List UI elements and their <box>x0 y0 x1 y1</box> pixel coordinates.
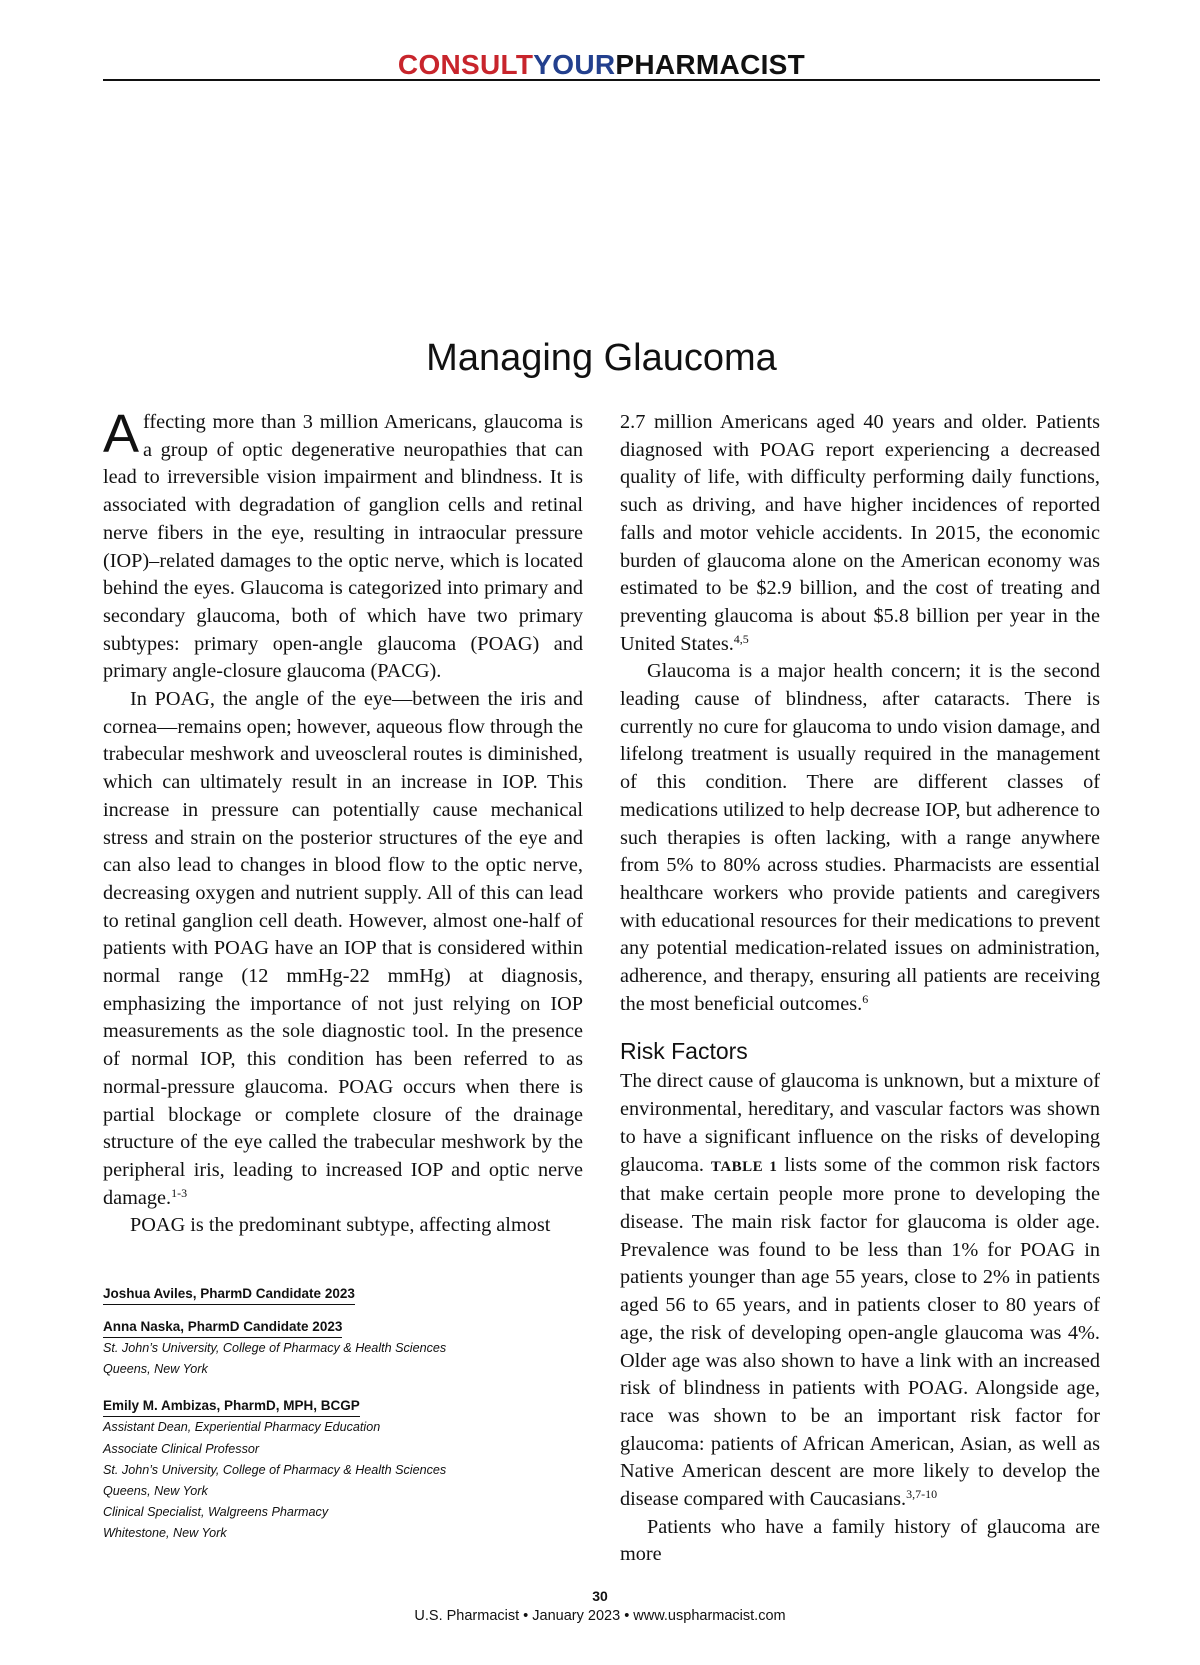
author-affiliation: Queens, New York <box>103 1484 208 1499</box>
page-number: 30 <box>592 1588 608 1604</box>
right-column <box>620 409 1100 1569</box>
author-name: Joshua Aviles, PharmD Candidate 2023 <box>103 1285 355 1305</box>
publication-footer: U.S. Pharmacist • January 2023 • www.uspharmacist.com <box>414 1608 786 1624</box>
paragraph-subtype <box>103 1212 583 1240</box>
header-consult: CONSULT <box>397 49 534 80</box>
author-block <box>103 1318 583 1380</box>
paragraph-poag <box>103 686 583 1212</box>
author-affiliation: Whitestone, New York <box>103 1526 227 1541</box>
header-your: YOUR <box>533 49 616 80</box>
paragraph-health-concern-text: Glaucoma is a major health concern; it is the second leading cause of blindness, after cataracts. There is currently no cure for glaucoma to undo vision damage, and lifelong treatment is usually required in the management of this condition. There are different classes of medications utilized to help decrease IOP, but adherence to such therapies is often lacking, with a range anywhere from 5% to 80% across studies. Pharmacists are essential healthcare workers who provide patients and caregivers with educational resources for their medications to prevent any potential medication-related issues on administration, adherence, and therapy, ensuring all patients are receiving the most beneficial outcomes. <box>620 660 1100 1015</box>
paragraph-risk-text-a: The direct cause of glaucoma is unknown, but a mixture of environmental, hereditary, and vascular factors was shown to have a significant influence on the risks of developing glaucoma. <box>620 1070 1100 1176</box>
author-block <box>103 1285 583 1305</box>
paragraph-intro <box>103 404 583 686</box>
author-name: Emily M. Ambizas, PharmD, MPH, BCGP <box>103 1397 360 1417</box>
paragraph-intro-text: ffecting more than 3 million Americans, glaucoma is a group of optic degenerative neuropathies that can lead to irreversible vision impairment and blindness. It is associated with degradation of ganglion cells and retinal nerve fibers in the eye, resulting in intraocular pressure (IOP)–related damages to the optic nerve, which is located behind the eyes. Glaucoma is categorized into primary and secondary glaucoma, both of which have two primary subtypes: primary open-angle glaucoma (POAG) and primary angle-closure glaucoma (PACG). <box>103 411 583 683</box>
paragraph-poag-text: In POAG, the angle of the eye—between the iris and cornea—remains open; however, aqueous flow through the trabecular meshwork and uveoscleral routes is diminished, which can ultimately result in an increase in IOP. This increase in pressure can potentially cause mechanical stress and strain on the posterior structures of the eye and can also lead to changes in blood flow to the optic nerve, decreasing oxygen and nutrient supply. All of this can lead to retinal ganglion cell death. However, almost one-half of patients with POAG have an IOP that is considered within normal range (12 mmHg-22 mmHg) at diagnosis, emphasizing the importance of not just relying on IOP measurements as the sole diagnostic tool. In the presence of normal IOP, this condition has been referred to as normal-pressure glaucoma. POAG occurs when there is partial blockage or complete closure of the drainage structure of the eye called the trabecular meshwork by the peripheral iris, leading to increased IOP and optic nerve damage. <box>103 688 583 1209</box>
author-affiliation: St. John’s University, College of Pharmacy & Health Sciences <box>103 1341 447 1355</box>
author-block <box>103 1397 583 1544</box>
paragraph-subtype-cont-text: 2.7 million Americans aged 40 years and older. Patients diagnosed with POAG report experiencing a decreased quality of life, with difficulty performing daily functions, such as driving, and have higher incidences of reported falls and motor vehicle accidents. In 2015, the economic burden of glaucoma alone on the American economy was estimated to be $2.9 billion, and the cost of treating and preventing glaucoma is about $5.8 billion per year in the United States. <box>620 411 1100 655</box>
paragraph-health-concern <box>620 658 1100 1018</box>
citation: 4,5 <box>733 631 749 646</box>
author-affiliation: Assistant Dean, Experiential Pharmacy Education <box>103 1420 381 1435</box>
table-reference: TABLE 1 <box>710 1158 778 1175</box>
paragraph-family-text: Patients who have a family history of glaucoma are more <box>620 1515 1100 1566</box>
author-info <box>103 1285 583 1558</box>
section-header <box>103 47 1100 81</box>
paragraph-family <box>620 1514 1100 1569</box>
risk-factors-heading: Risk Factors <box>620 1038 748 1065</box>
paragraph-subtype-text: POAG is the predominant subtype, affecting almost <box>130 1214 551 1237</box>
left-column <box>103 404 583 1240</box>
author-affiliation: Associate Clinical Professor <box>103 1441 260 1456</box>
header-pharmacist: PHARMACIST <box>615 49 806 80</box>
paragraph-risk <box>620 1068 1100 1513</box>
citation: 6 <box>862 991 869 1006</box>
author-affiliation: St. John’s University, College of Pharmacy & Health Sciences <box>103 1462 447 1477</box>
paragraph-risk-text-b: lists some of the common risk factors that make certain people more prone to developing the disease. The main risk factor for glaucoma is older age. Prevalence was found to be less than 1% for POAG in patients younger than age 55 years, close to 2% in patients aged 56 to 65 years, and in patients closer to 80 years of age, the risk of developing open-angle glaucoma was 4%. Older age was also shown to have a link with an increased risk of blindness in patients with POAG. Alongside age, race was shown to be an important risk factor for glaucoma: patients of African American, Asian, as well as Native American descent are more likely to develop the disease compared with Caucasians. <box>620 1153 1100 1511</box>
article-title: Managing Glaucoma <box>426 337 777 379</box>
citation: 1-3 <box>171 1185 188 1200</box>
drop-cap: A <box>103 404 140 464</box>
author-affiliation: Clinical Specialist, Walgreens Pharmacy <box>103 1505 329 1520</box>
author-name: Anna Naska, PharmD Candidate 2023 <box>103 1318 342 1338</box>
author-affiliation: Queens, New York <box>103 1362 208 1377</box>
paragraph-subtype-cont <box>620 409 1100 658</box>
citation: 3,7-10 <box>906 1487 938 1502</box>
